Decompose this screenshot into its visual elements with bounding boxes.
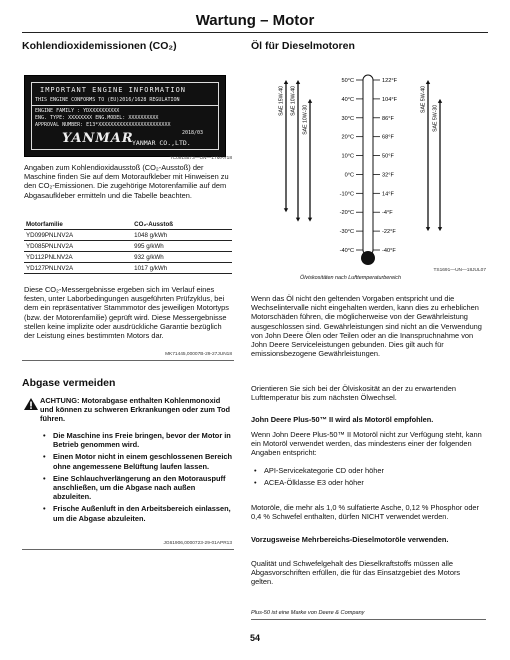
thermometer-tube bbox=[363, 75, 373, 255]
fahrenheit-tick-label: 104°F bbox=[382, 96, 397, 103]
table-header-co2: CO₂-Ausstoß bbox=[132, 220, 232, 230]
series-label: SAE 10W-30 bbox=[302, 104, 309, 135]
exhaust-ref: JG61906,0000723-29-01APR13 bbox=[163, 541, 232, 546]
celsius-tick-label: 10°C bbox=[341, 153, 354, 160]
celsius-tick-label: 40°C bbox=[341, 96, 354, 103]
celsius-tick-label: -40°C bbox=[339, 248, 354, 254]
table-row bbox=[24, 252, 232, 263]
chart-caption: Ölviskositäten nach Lufttemperaturbereich bbox=[300, 275, 401, 281]
plate-line-2: THIS ENGINE CONFORMS TO (EU)2016/1628 REGULATION bbox=[35, 97, 180, 103]
celsius-tick-label: 50°C bbox=[341, 78, 354, 84]
oil-para-5: Qualität und Schwefelgehalt des Dieselkraftstoffs müssen alle Abgasvorschriften erfüllen, die für das Einsatzgebiet des Motors gelten. bbox=[251, 559, 461, 587]
exhaust-bullet-list bbox=[40, 431, 234, 526]
range-arrow-top bbox=[438, 99, 442, 103]
thermometer-bulb bbox=[361, 251, 375, 265]
table-cell: YD099PNLNV2A bbox=[24, 230, 132, 241]
list-item: • Einen Motor nicht in einem geschlossenen Bereich ohne angemessene Belüftung laufen lassen. bbox=[40, 452, 234, 470]
fahrenheit-tick-label: 122°F bbox=[382, 78, 397, 84]
page-title: Wartung – Motor bbox=[195, 12, 315, 29]
list-item: • Die Maschine ins Freie bringen, bevor der Motor in Betrieb genommen wird. bbox=[40, 431, 234, 449]
plate-date: 2018/03 bbox=[182, 130, 204, 136]
series-label: SAE 5W-30 bbox=[432, 104, 439, 132]
range-arrow-top bbox=[284, 80, 288, 84]
results-ref: MK71445,00007B-29-27JUN18 bbox=[165, 352, 232, 357]
fahrenheit-tick-label: -22°F bbox=[382, 229, 396, 236]
table-cell: YD085PNLNV2A bbox=[24, 241, 132, 252]
table-cell: 1017 g/kWh bbox=[132, 263, 232, 274]
page-number: 54 bbox=[249, 633, 260, 643]
table-row bbox=[24, 263, 232, 274]
emissions-intro: Angaben zum Kohlendioxidausstoß (CO₂-Ausstoß) der Maschine finden Sie auf dem Motoraufkleber mit Hinweisen zu den CO₂-Emissionen. Die zugehörige Motorenfamilie auf dem Abgasaufkleber ermitteln und die Tabelle beachten. bbox=[24, 163, 229, 200]
celsius-tick-label: 20°C bbox=[341, 134, 354, 141]
oil-viscosity-chart bbox=[268, 70, 468, 270]
range-arrow-bottom bbox=[426, 227, 430, 231]
plate-ref: TC0915573—UN—17MAY18 bbox=[169, 156, 232, 161]
range-arrow-top bbox=[296, 80, 300, 84]
multigrade-heading: Vorzugsweise Mehrbereichs-Dieselmotoröle verwenden. bbox=[251, 535, 449, 544]
trademark-note: Plus-50 ist eine Marke von Deere & Company bbox=[251, 610, 365, 616]
section-divider bbox=[22, 549, 234, 550]
celsius-tick-label: -10°C bbox=[339, 191, 354, 198]
fahrenheit-tick-label: -40°F bbox=[382, 248, 396, 254]
oil-para-3: Wenn John Deere Plus-50™ II Motoröl nicht zur Verfügung steht, kann ein Motoröl verwendet werden, das mindestens einer der folgenden Angaben entspricht: bbox=[251, 430, 482, 458]
series-label: SAE 5W-40 bbox=[420, 86, 427, 114]
fahrenheit-tick-label: 50°F bbox=[382, 153, 394, 160]
list-item: • API-Servicekategorie CD oder höher bbox=[251, 466, 483, 475]
table-cell: YD112PNLNV2A bbox=[24, 252, 132, 263]
oil-heading: Öl für Dieselmotoren bbox=[251, 40, 355, 52]
plus50-heading: John Deere Plus-50™ II wird als Motoröl empfohlen. bbox=[251, 415, 434, 424]
fahrenheit-tick-label: 68°F bbox=[382, 134, 394, 141]
range-arrow-top bbox=[308, 99, 312, 103]
chart-ref: TS1691—UN—18JUL07 bbox=[433, 268, 486, 273]
exhaust-heading: Abgase vermeiden bbox=[22, 377, 116, 389]
range-arrow-bottom bbox=[438, 227, 442, 231]
list-item: • Frische Außenluft in den Arbeitsbereich einlassen, um die Abgase abzuleiten. bbox=[40, 504, 234, 522]
table-cell: 932 g/kWh bbox=[132, 252, 232, 263]
table-row bbox=[24, 241, 232, 252]
fahrenheit-tick-label: 14°F bbox=[382, 191, 394, 198]
warning-icon bbox=[24, 397, 38, 415]
plate-brand-logo: YANMAR bbox=[62, 131, 134, 146]
series-label: SAE 15W-40 bbox=[278, 86, 285, 116]
range-arrow-bottom bbox=[308, 218, 312, 222]
oil-para-1: Wenn das Öl nicht den geltenden Vorgaben entspricht und die Wechselintervalle nicht eingehalten werden, kann dies zu erheblichen Motorschäden führen, die möglicherweise von der Gewährleistung ausgeschlossen sind. Gewährleistungen sind nicht an die Verwendung von John Deere Ölen oder Teilen oder an die Inanspruchnahme von John Deere Serviceleistungen gebunden. Dies gilt auch für emissionsbezogene Gewährleistungen. bbox=[251, 294, 482, 359]
fahrenheit-tick-label: 86°F bbox=[382, 115, 394, 122]
oil-para-4: Motoröle, die mehr als 1,0 % sulfatierte Asche, 0,12 % Phosphor oder 0,4 % Schwefel enthalten, dürfen NICHT verwendet werden. bbox=[251, 503, 480, 522]
plate-company: YANMAR CO.,LTD. bbox=[132, 139, 191, 147]
celsius-tick-label: -20°C bbox=[339, 210, 354, 217]
celsius-tick-label: -30°C bbox=[339, 229, 354, 236]
table-cell: YD127PNLNV2A bbox=[24, 263, 132, 274]
plate-line-3: ENGINE FAMILY : YDXXXXXXXXXX bbox=[35, 108, 120, 114]
plate-line-4: ENG. TYPE: XXXXXXXX ENG.MODEL: XXXXXXXXXX bbox=[35, 115, 159, 121]
list-item: • Eine Schlauchverlängerung an den Motorauspuff anschließen, um die Abgase nach außen abzuleiten. bbox=[40, 474, 234, 502]
celsius-tick-label: 30°C bbox=[341, 115, 354, 122]
range-arrow-bottom bbox=[296, 218, 300, 222]
range-arrow-top bbox=[426, 80, 430, 84]
table-header-row bbox=[24, 220, 232, 230]
header-rule bbox=[22, 32, 488, 33]
section-divider bbox=[22, 360, 234, 361]
plate-line-5: APPROVAL NUMBER: E13*XXXXXXXXXXXXXXXXXXXXXXXX bbox=[35, 122, 171, 128]
plate-line-1: IMPORTANT ENGINE INFORMATION bbox=[40, 86, 187, 94]
engine-label-image bbox=[24, 75, 226, 157]
celsius-tick-label: 0°C bbox=[344, 172, 354, 179]
fahrenheit-tick-label: 32°F bbox=[382, 172, 394, 179]
table-header-engine-family: Motorfamilie bbox=[24, 220, 132, 230]
emissions-heading: Kohlendioxidemissionen (CO₂) bbox=[22, 40, 177, 52]
list-item: • ACEA-Ölklasse E3 oder höher bbox=[251, 478, 483, 487]
oil-para-2: Orientieren Sie sich bei der Ölviskosität an der zu erwartenden Lufttemperatur bis zum nächsten Ölwechsel. bbox=[251, 384, 456, 403]
range-arrow-bottom bbox=[284, 208, 288, 212]
series-label: SAE 10W-40 bbox=[290, 86, 297, 116]
table-cell: 1048 g/kWh bbox=[132, 230, 232, 241]
warning-text: ACHTUNG: Motorabgase enthalten Kohlenmonoxid und können zu schweren Erkrankungen oder zum Tod führen. bbox=[40, 396, 230, 424]
results-text: Diese CO₂-Messergebnisse ergeben sich im Verlauf eines festen, unter Laborbedingungen ausgeführten Prüfzyklus, bei dem ein repräsentativer Stammmotor des jeweiligen Motortyps (bzw. der Motorenfamilie) geprüft wird. Diese Messergebnisse stellen keine implizite oder ausdrückliche Garantie bezüglich der Leistung eines bestimmten Motors dar. bbox=[24, 285, 229, 341]
emissions-table bbox=[24, 220, 232, 274]
table-cell: 995 g/kWh bbox=[132, 241, 232, 252]
fahrenheit-tick-label: -4°F bbox=[382, 210, 393, 217]
table-row bbox=[24, 230, 232, 241]
section-divider bbox=[251, 619, 486, 620]
oil-spec-list bbox=[251, 466, 483, 490]
